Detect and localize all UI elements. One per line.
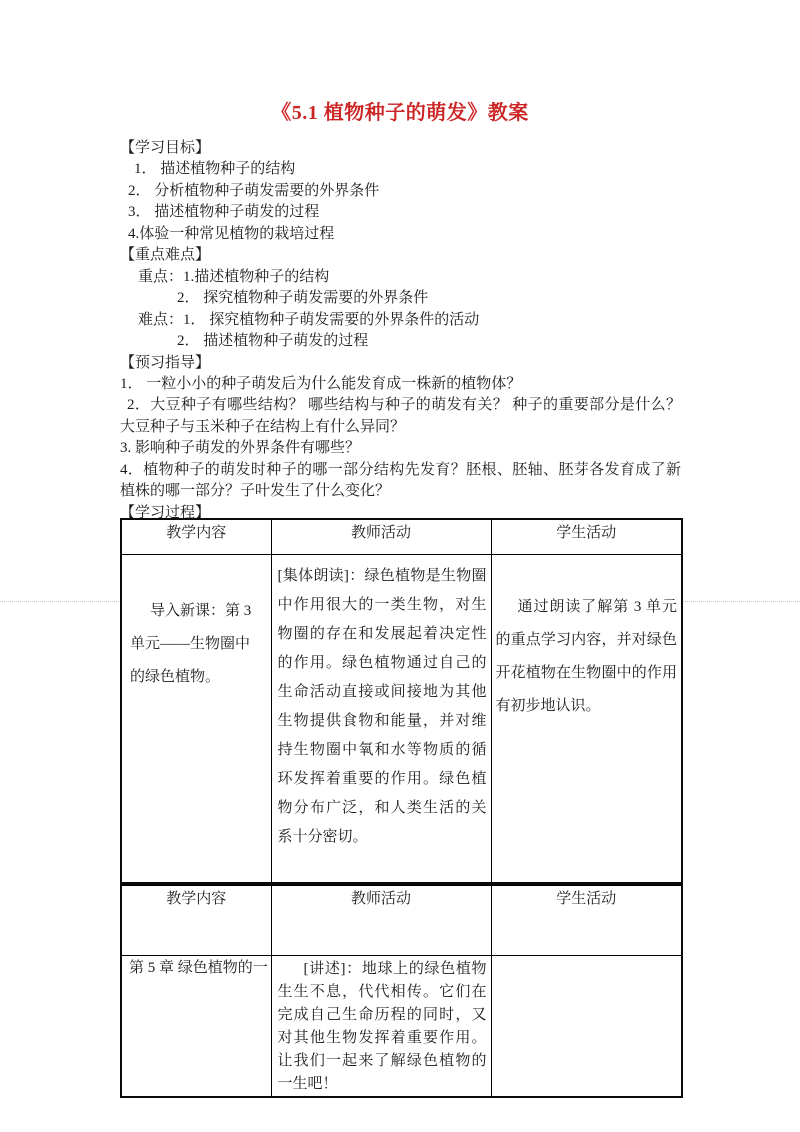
key-point-line: 难点：1． 探究植物种子萌发需要的外界条件的活动 bbox=[138, 311, 480, 328]
preview-question: 3. 影响种子萌发的外界条件有哪些？ bbox=[120, 440, 361, 457]
column-header-teacher-activity: 教师活动 bbox=[271, 519, 491, 555]
section-header-study-goals: 【学习目标】 bbox=[120, 140, 211, 156]
student-activity-cell: 通过朗读了解第 3 单元的重点学习内容，并对绿色开花植物在生物圈中的作用有初步地认识。 bbox=[491, 555, 682, 884]
column-header-teaching-content: 教学内容 bbox=[121, 886, 271, 956]
section-header-key-points: 【重点难点】 bbox=[120, 247, 211, 264]
table-row bbox=[121, 555, 682, 884]
teaching-content-cell: 导入新课：第 3 单元——生物圈中的绿色植物。 bbox=[121, 555, 271, 884]
preview-question: 1． 一粒小小的种子萌发后为什么能发育成一株新的植物体？ bbox=[120, 375, 522, 392]
learning-process-tables bbox=[120, 518, 681, 1098]
section-header-learning-process: 【学习过程】 bbox=[120, 504, 211, 521]
table-header-row bbox=[121, 519, 682, 555]
study-goal-item: 1． 描述植物种子的结构 bbox=[134, 161, 296, 178]
column-header-student-activity: 学生活动 bbox=[491, 519, 682, 555]
study-goal-item: 2． 分析植物种子萌发需要的外界条件 bbox=[128, 182, 380, 199]
student-activity-cell bbox=[491, 956, 682, 1098]
teaching-content-cell: 第 5 章 绿色植物的一 bbox=[121, 956, 271, 1098]
study-goal-item: 3． 描述植物种子萌发的过程 bbox=[128, 204, 320, 221]
key-point-line: 2． 探究植物种子萌发需要的外界条件 bbox=[177, 290, 429, 307]
table-header-row bbox=[121, 886, 682, 956]
teacher-activity-cell: [集体朗读]：绿色植物是生物圈中作用很大的一类生物，对生物圈的存在和发展起着决定性的作用。绿色植物通过自己的生命活动直接或间接地为其他生物提供食物和能量，并对维持生物圈中氧和水等物质的循环发挥着重要的作用。绿色植物分布广泛，和人类生活的关系十分密切。 bbox=[271, 555, 491, 884]
column-header-teaching-content: 教学内容 bbox=[121, 519, 271, 555]
preview-question: 2．大豆种子有哪些结构？ 哪些结构与种子的萌发有关？ 种子的重要部分是什么？ 大豆种子与玉米种子在结构上有什么异同？ bbox=[120, 397, 681, 435]
table-row bbox=[121, 956, 682, 1098]
section-header-preview-guide: 【预习指导】 bbox=[120, 354, 211, 371]
document-body bbox=[120, 138, 681, 524]
key-point-line: 重点：1.描述植物种子的结构 bbox=[138, 268, 330, 285]
document-title: 《5.1 植物种子的萌发》教案 bbox=[271, 102, 529, 124]
process-table-2 bbox=[120, 885, 683, 1098]
page-boundary-marker-left bbox=[0, 601, 119, 602]
column-header-student-activity: 学生活动 bbox=[491, 886, 682, 956]
preview-question: 4．植物种子的萌发时种子的哪一部分结构先发育？胚根、胚轴、胚芽各发育成了新植株的哪一部分？子叶发生了什么变化？ bbox=[120, 461, 681, 500]
key-point-line: 2． 描述植物种子萌发的过程 bbox=[177, 333, 369, 350]
process-table-1 bbox=[120, 518, 683, 885]
page-boundary-marker-right bbox=[682, 601, 800, 602]
column-header-teacher-activity: 教师活动 bbox=[271, 886, 491, 956]
study-goal-item: 4.体验一种常见植物的栽培过程 bbox=[128, 225, 335, 242]
teacher-activity-cell: [讲述]：地球上的绿色植物生生不息，代代相传。它们在完成自己生命历程的同时，又对其他生物发挥着重要作用。让我们一起来了解绿色植物的一生吧！ bbox=[271, 956, 491, 1098]
